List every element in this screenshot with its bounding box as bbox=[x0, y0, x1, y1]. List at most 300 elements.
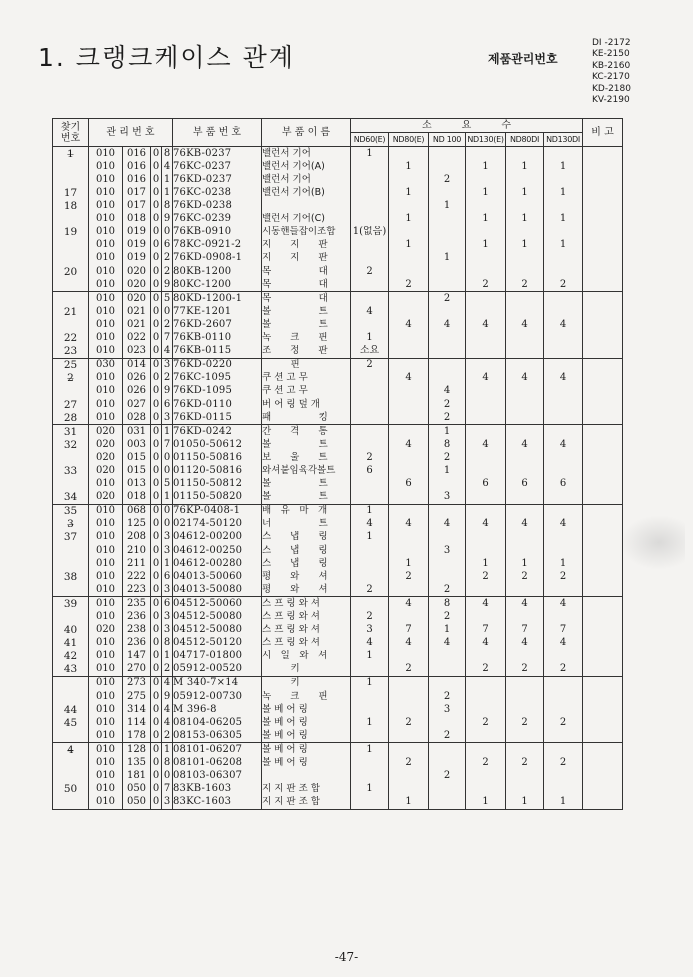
quantity-cell: 1 bbox=[544, 239, 583, 252]
ref-number bbox=[53, 160, 89, 173]
remarks-cell bbox=[583, 570, 623, 583]
remarks-cell bbox=[583, 531, 623, 544]
table-row bbox=[53, 783, 623, 796]
table-row bbox=[53, 332, 623, 345]
remarks-cell bbox=[583, 398, 623, 411]
part-name: 핀 bbox=[262, 358, 351, 372]
quantity-cell: 6 bbox=[389, 478, 429, 491]
mgmt-no-part1: 010 bbox=[89, 770, 123, 783]
mgmt-no-part1: 020 bbox=[89, 624, 123, 637]
remarks-cell bbox=[583, 504, 623, 518]
quantity-cell bbox=[389, 703, 429, 716]
part-number: 76KD-0115 bbox=[173, 411, 262, 425]
ref-number: 19 bbox=[53, 226, 89, 239]
mgmt-no-part3: 0 bbox=[151, 358, 162, 372]
quantity-cell bbox=[466, 345, 506, 359]
remarks-cell bbox=[583, 278, 623, 292]
quantity-cell: 2 bbox=[466, 570, 506, 583]
mgmt-no-part1: 020 bbox=[89, 425, 123, 439]
ref-number: 50 bbox=[53, 783, 89, 796]
quantity-cell bbox=[429, 531, 466, 544]
quantity-cell: 4 bbox=[466, 518, 506, 531]
table-row bbox=[53, 610, 623, 623]
mgmt-no-part1: 010 bbox=[89, 716, 123, 729]
quantity-cell bbox=[506, 690, 544, 703]
ref-number: 18 bbox=[53, 200, 89, 213]
mgmt-no-part3: 0 bbox=[151, 478, 162, 491]
table-row bbox=[53, 796, 623, 810]
mgmt-no-part1: 010 bbox=[89, 160, 123, 173]
quantity-cell bbox=[389, 676, 429, 690]
quantity-cell bbox=[544, 385, 583, 398]
table-row bbox=[53, 372, 623, 385]
part-number: 76KD-0908-1 bbox=[173, 252, 262, 265]
quantity-cell bbox=[351, 385, 389, 398]
quantity-cell: 1 bbox=[389, 239, 429, 252]
quantity-cell bbox=[544, 173, 583, 186]
ref-number: 21 bbox=[53, 305, 89, 318]
table-row bbox=[53, 318, 623, 331]
quantity-cell bbox=[506, 200, 544, 213]
remarks-cell bbox=[583, 292, 623, 306]
table-row bbox=[53, 464, 623, 477]
quantity-cell bbox=[506, 265, 544, 278]
quantity-cell bbox=[506, 411, 544, 425]
quantity-cell bbox=[466, 411, 506, 425]
part-number: 80KB-1200 bbox=[173, 265, 262, 278]
ref-number: 20 bbox=[53, 265, 89, 278]
mgmt-no-part1: 010 bbox=[89, 292, 123, 306]
quantity-cell: 4 bbox=[429, 637, 466, 650]
ref-number bbox=[53, 544, 89, 557]
quantity-cell: 4 bbox=[466, 318, 506, 331]
quantity-cell bbox=[506, 676, 544, 690]
quantity-cell bbox=[544, 226, 583, 239]
quantity-cell bbox=[389, 147, 429, 161]
quantity-cell bbox=[389, 783, 429, 796]
quantity-cell bbox=[466, 464, 506, 477]
mgmt-no-part2: 211 bbox=[123, 557, 151, 570]
quantity-cell bbox=[389, 252, 429, 265]
mgmt-no-part1: 010 bbox=[89, 504, 123, 518]
mgmt-no-part4: 3 bbox=[162, 531, 173, 544]
mgmt-no-part1: 020 bbox=[89, 438, 123, 451]
part-number: 05912-00520 bbox=[173, 663, 262, 677]
ref-number bbox=[53, 610, 89, 623]
mgmt-no-part3: 0 bbox=[151, 491, 162, 505]
mgmt-no-part2: 016 bbox=[123, 160, 151, 173]
mgmt-no-part3: 0 bbox=[151, 557, 162, 570]
table-row bbox=[53, 411, 623, 425]
quantity-cell bbox=[506, 504, 544, 518]
part-name: 지 지 판 bbox=[262, 252, 351, 265]
mgmt-no-part3: 0 bbox=[151, 265, 162, 278]
mgmt-no-part3: 0 bbox=[151, 305, 162, 318]
quantity-cell bbox=[506, 544, 544, 557]
quantity-cell bbox=[544, 265, 583, 278]
part-name bbox=[262, 770, 351, 783]
quantity-cell bbox=[544, 770, 583, 783]
part-number: 01120-50816 bbox=[173, 464, 262, 477]
quantity-cell bbox=[506, 531, 544, 544]
mgmt-no-part1: 010 bbox=[89, 650, 123, 663]
part-name: 쿠 션 고 무 bbox=[262, 385, 351, 398]
quantity-cell bbox=[389, 332, 429, 345]
table-row bbox=[53, 757, 623, 770]
quantity-cell: 3 bbox=[351, 624, 389, 637]
ref-number bbox=[53, 676, 89, 690]
quantity-cell: 2 bbox=[506, 716, 544, 729]
remarks-cell bbox=[583, 160, 623, 173]
table-row bbox=[53, 213, 623, 226]
quantity-cell: 2 bbox=[389, 663, 429, 677]
part-number: 04612-00200 bbox=[173, 531, 262, 544]
quantity-cell: 6 bbox=[506, 478, 544, 491]
mgmt-no-part3: 0 bbox=[151, 796, 162, 810]
table-row bbox=[53, 278, 623, 292]
quantity-cell bbox=[466, 504, 506, 518]
part-number: 76KC-0239 bbox=[173, 213, 262, 226]
quantity-cell bbox=[389, 464, 429, 477]
model-code: KC-2170 bbox=[592, 72, 630, 83]
quantity-cell: 2 bbox=[429, 583, 466, 597]
ref-number bbox=[53, 451, 89, 464]
quantity-cell: 4 bbox=[544, 637, 583, 650]
quantity-cell bbox=[544, 332, 583, 345]
table-row bbox=[53, 716, 623, 729]
mgmt-no-part1: 010 bbox=[89, 305, 123, 318]
ref-number bbox=[53, 770, 89, 783]
table-row bbox=[53, 398, 623, 411]
quantity-cell: 4 bbox=[544, 372, 583, 385]
quantity-cell: 1 bbox=[351, 147, 389, 161]
ref-number bbox=[53, 385, 89, 398]
ref-number bbox=[53, 583, 89, 597]
quantity-cell: 4 bbox=[351, 637, 389, 650]
mgmt-no-part3: 0 bbox=[151, 451, 162, 464]
quantity-cell: 1 bbox=[506, 557, 544, 570]
quantity-cell: 7 bbox=[389, 624, 429, 637]
part-name: 평 와 셔 bbox=[262, 583, 351, 597]
mgmt-no-part4: 5 bbox=[162, 478, 173, 491]
mgmt-no-part2: 147 bbox=[123, 650, 151, 663]
mgmt-no-part1: 020 bbox=[89, 491, 123, 505]
quantity-cell bbox=[389, 398, 429, 411]
ref-number bbox=[53, 173, 89, 186]
remarks-cell bbox=[583, 318, 623, 331]
mgmt-no-part2: 210 bbox=[123, 544, 151, 557]
remarks-cell bbox=[583, 796, 623, 810]
part-number: 83KB-1603 bbox=[173, 783, 262, 796]
part-name: 볼 트 bbox=[262, 318, 351, 331]
quantity-cell: 1 bbox=[466, 160, 506, 173]
ref-number: 23 bbox=[53, 345, 89, 359]
part-number: 01050-50612 bbox=[173, 438, 262, 451]
mgmt-no-part1: 010 bbox=[89, 783, 123, 796]
part-number: 04013-50080 bbox=[173, 583, 262, 597]
quantity-cell: 2 bbox=[429, 411, 466, 425]
quantity-cell bbox=[466, 385, 506, 398]
quantity-cell: 2 bbox=[506, 278, 544, 292]
quantity-cell bbox=[466, 292, 506, 306]
part-name: 스 프 링 와 셔 bbox=[262, 610, 351, 623]
ref-number: 17 bbox=[53, 186, 89, 199]
remarks-cell bbox=[583, 650, 623, 663]
mgmt-no-part2: 314 bbox=[123, 703, 151, 716]
part-number: 76KB-0110 bbox=[173, 332, 262, 345]
part-name: 목 대 bbox=[262, 265, 351, 278]
mgmt-no-part1: 010 bbox=[89, 252, 123, 265]
mgmt-no-part4: 4 bbox=[162, 703, 173, 716]
quantity-cell bbox=[506, 729, 544, 743]
mgmt-no-part2: 015 bbox=[123, 464, 151, 477]
part-name: 밸런서 기어(A) bbox=[262, 160, 351, 173]
ref-number: 22 bbox=[53, 332, 89, 345]
page-number: -47- bbox=[334, 950, 359, 964]
quantity-cell: 1 bbox=[544, 213, 583, 226]
mgmt-no-part2: 275 bbox=[123, 690, 151, 703]
part-number: 80KC-1200 bbox=[173, 278, 262, 292]
remarks-cell bbox=[583, 597, 623, 611]
quantity-cell: 2 bbox=[544, 757, 583, 770]
header-qty-col: ND 100 bbox=[429, 133, 466, 147]
remarks-cell bbox=[583, 544, 623, 557]
quantity-cell: 4 bbox=[506, 318, 544, 331]
remarks-cell bbox=[583, 173, 623, 186]
quantity-cell: 3 bbox=[429, 544, 466, 557]
quantity-cell bbox=[351, 173, 389, 186]
part-number: 77KE-1201 bbox=[173, 305, 262, 318]
model-list bbox=[592, 38, 631, 106]
quantity-cell bbox=[389, 305, 429, 318]
quantity-cell: 4 bbox=[466, 438, 506, 451]
quantity-cell bbox=[506, 226, 544, 239]
quantity-cell: 6 bbox=[544, 478, 583, 491]
quantity-cell: 2 bbox=[429, 729, 466, 743]
part-name: 쿠 션 고 무 bbox=[262, 372, 351, 385]
part-name: 목 대 bbox=[262, 292, 351, 306]
quantity-cell bbox=[389, 411, 429, 425]
quantity-cell: 1 bbox=[544, 160, 583, 173]
table-row bbox=[53, 597, 623, 611]
remarks-cell bbox=[583, 583, 623, 597]
quantity-cell bbox=[506, 783, 544, 796]
quantity-cell bbox=[466, 583, 506, 597]
remarks-cell bbox=[583, 186, 623, 199]
quantity-cell: 1 bbox=[506, 239, 544, 252]
mgmt-no-part4: 3 bbox=[162, 544, 173, 557]
mgmt-no-part1: 010 bbox=[89, 570, 123, 583]
quantity-cell: 4 bbox=[506, 597, 544, 611]
mgmt-no-part1: 010 bbox=[89, 345, 123, 359]
quantity-cell bbox=[429, 265, 466, 278]
remarks-cell bbox=[583, 676, 623, 690]
mgmt-no-part3: 0 bbox=[151, 318, 162, 331]
mgmt-no-part2: 022 bbox=[123, 332, 151, 345]
table-row bbox=[53, 729, 623, 743]
part-number: 04512-50060 bbox=[173, 597, 262, 611]
quantity-cell: 1 bbox=[351, 716, 389, 729]
quantity-cell bbox=[429, 570, 466, 583]
table-row bbox=[53, 451, 623, 464]
quantity-cell bbox=[429, 783, 466, 796]
quantity-cell: 1 bbox=[389, 160, 429, 173]
header-qty-col: ND80DI bbox=[506, 133, 544, 147]
mgmt-no-part4: 1 bbox=[162, 425, 173, 439]
quantity-cell: 1 bbox=[544, 186, 583, 199]
quantity-cell bbox=[351, 703, 389, 716]
mgmt-no-part2: 125 bbox=[123, 518, 151, 531]
part-number: 08103-06307 bbox=[173, 770, 262, 783]
mgmt-no-part2: 023 bbox=[123, 345, 151, 359]
mgmt-no-part1: 010 bbox=[89, 239, 123, 252]
mgmt-no-part4: 4 bbox=[162, 716, 173, 729]
quantity-cell bbox=[429, 160, 466, 173]
parts-table bbox=[52, 118, 623, 810]
mgmt-no-part1: 010 bbox=[89, 676, 123, 690]
quantity-cell bbox=[506, 305, 544, 318]
header-part-no: 부 품 번 호 bbox=[173, 119, 262, 147]
quantity-cell bbox=[506, 743, 544, 757]
header-quantity: 소 요 수 bbox=[351, 119, 583, 133]
quantity-cell: 4 bbox=[429, 385, 466, 398]
quantity-cell bbox=[389, 345, 429, 359]
mgmt-no-part4: 6 bbox=[162, 570, 173, 583]
quantity-cell bbox=[351, 411, 389, 425]
mgmt-no-part4: 1 bbox=[162, 186, 173, 199]
quantity-cell: 8 bbox=[429, 597, 466, 611]
mgmt-no-part2: 208 bbox=[123, 531, 151, 544]
quantity-cell: 1 bbox=[506, 213, 544, 226]
quantity-cell: 4 bbox=[544, 518, 583, 531]
quantity-cell bbox=[351, 372, 389, 385]
quantity-cell bbox=[506, 703, 544, 716]
part-number: 76KD-0237 bbox=[173, 173, 262, 186]
quantity-cell: 4 bbox=[506, 372, 544, 385]
mgmt-no-part3: 0 bbox=[151, 147, 162, 161]
ref-number: 2̶ bbox=[53, 372, 89, 385]
mgmt-no-part2: 019 bbox=[123, 239, 151, 252]
table-row bbox=[53, 200, 623, 213]
remarks-cell bbox=[583, 345, 623, 359]
mgmt-no-part4: 1 bbox=[162, 557, 173, 570]
remarks-cell bbox=[583, 358, 623, 372]
part-name: 너 트 bbox=[262, 518, 351, 531]
part-number: 08101-06208 bbox=[173, 757, 262, 770]
ref-number: 1̶ bbox=[53, 147, 89, 161]
remarks-cell bbox=[583, 478, 623, 491]
quantity-cell: 2 bbox=[389, 716, 429, 729]
mgmt-no-part2: 273 bbox=[123, 676, 151, 690]
quantity-cell: 4 bbox=[544, 318, 583, 331]
mgmt-no-part4: 7 bbox=[162, 332, 173, 345]
quantity-cell bbox=[429, 796, 466, 810]
quantity-cell bbox=[506, 650, 544, 663]
quantity-cell bbox=[351, 729, 389, 743]
part-name bbox=[262, 200, 351, 213]
quantity-cell: 1 bbox=[351, 531, 389, 544]
part-number: 04612-00250 bbox=[173, 544, 262, 557]
part-name: 스 냅 링 bbox=[262, 544, 351, 557]
quantity-cell bbox=[466, 252, 506, 265]
quantity-cell: 1 bbox=[351, 783, 389, 796]
mgmt-no-part2: 031 bbox=[123, 425, 151, 439]
quantity-cell: 2 bbox=[544, 570, 583, 583]
mgmt-no-part3: 0 bbox=[151, 650, 162, 663]
quantity-cell bbox=[351, 663, 389, 677]
part-name: 지 지 판 조 합 bbox=[262, 796, 351, 810]
quantity-cell: 2 bbox=[466, 663, 506, 677]
quantity-cell: 2 bbox=[351, 583, 389, 597]
mgmt-no-part3: 0 bbox=[151, 252, 162, 265]
remarks-cell bbox=[583, 265, 623, 278]
mgmt-no-part2: 027 bbox=[123, 398, 151, 411]
mgmt-no-part4: 6 bbox=[162, 239, 173, 252]
quantity-cell bbox=[389, 690, 429, 703]
mgmt-no-part2: 015 bbox=[123, 451, 151, 464]
quantity-cell: 1 bbox=[544, 557, 583, 570]
remarks-cell bbox=[583, 385, 623, 398]
mgmt-no-part3: 0 bbox=[151, 716, 162, 729]
mgmt-no-part3: 0 bbox=[151, 213, 162, 226]
quantity-cell bbox=[506, 425, 544, 439]
ref-number: 39 bbox=[53, 597, 89, 611]
page-title: 1. 크랭크케이스 관계 bbox=[38, 43, 295, 72]
part-number: 76KB-0237 bbox=[173, 147, 262, 161]
quantity-cell: 4 bbox=[429, 518, 466, 531]
part-name: 스 프 링 와 셔 bbox=[262, 637, 351, 650]
quantity-cell: 4 bbox=[429, 318, 466, 331]
mgmt-no-part2: 026 bbox=[123, 372, 151, 385]
part-number: 01150-50812 bbox=[173, 478, 262, 491]
quantity-cell bbox=[544, 425, 583, 439]
header-qty-col: ND130DI bbox=[544, 133, 583, 147]
quantity-cell: 6 bbox=[466, 478, 506, 491]
table-row bbox=[53, 173, 623, 186]
ref-number: 27 bbox=[53, 398, 89, 411]
quantity-cell bbox=[544, 464, 583, 477]
ref-number bbox=[53, 478, 89, 491]
quantity-cell: 4 bbox=[389, 438, 429, 451]
ref-number bbox=[53, 278, 89, 292]
quantity-cell bbox=[544, 610, 583, 623]
quantity-cell bbox=[544, 783, 583, 796]
mgmt-no-part2: 026 bbox=[123, 385, 151, 398]
mgmt-no-part2: 017 bbox=[123, 200, 151, 213]
mgmt-no-part3: 0 bbox=[151, 372, 162, 385]
quantity-cell bbox=[466, 544, 506, 557]
mgmt-no-part1: 010 bbox=[89, 796, 123, 810]
model-code: KD-2180 bbox=[592, 83, 631, 94]
quantity-cell bbox=[466, 491, 506, 505]
part-number: 76KD-0242 bbox=[173, 425, 262, 439]
mgmt-no-part2: 020 bbox=[123, 265, 151, 278]
quantity-cell bbox=[389, 610, 429, 623]
model-code: KV-2190 bbox=[592, 95, 630, 106]
mgmt-no-part1: 010 bbox=[89, 597, 123, 611]
mgmt-no-part2: 114 bbox=[123, 716, 151, 729]
mgmt-no-part4: 4 bbox=[162, 345, 173, 359]
mgmt-no-part4: 6 bbox=[162, 398, 173, 411]
ref-number bbox=[53, 796, 89, 810]
ref-number: 31 bbox=[53, 425, 89, 439]
quantity-cell bbox=[544, 491, 583, 505]
mgmt-no-part3: 0 bbox=[151, 783, 162, 796]
mgmt-no-part2: 050 bbox=[123, 796, 151, 810]
part-name: 볼 베 어 링 bbox=[262, 716, 351, 729]
mgmt-no-part4: 0 bbox=[162, 305, 173, 318]
mgmt-no-part4: 4 bbox=[162, 160, 173, 173]
